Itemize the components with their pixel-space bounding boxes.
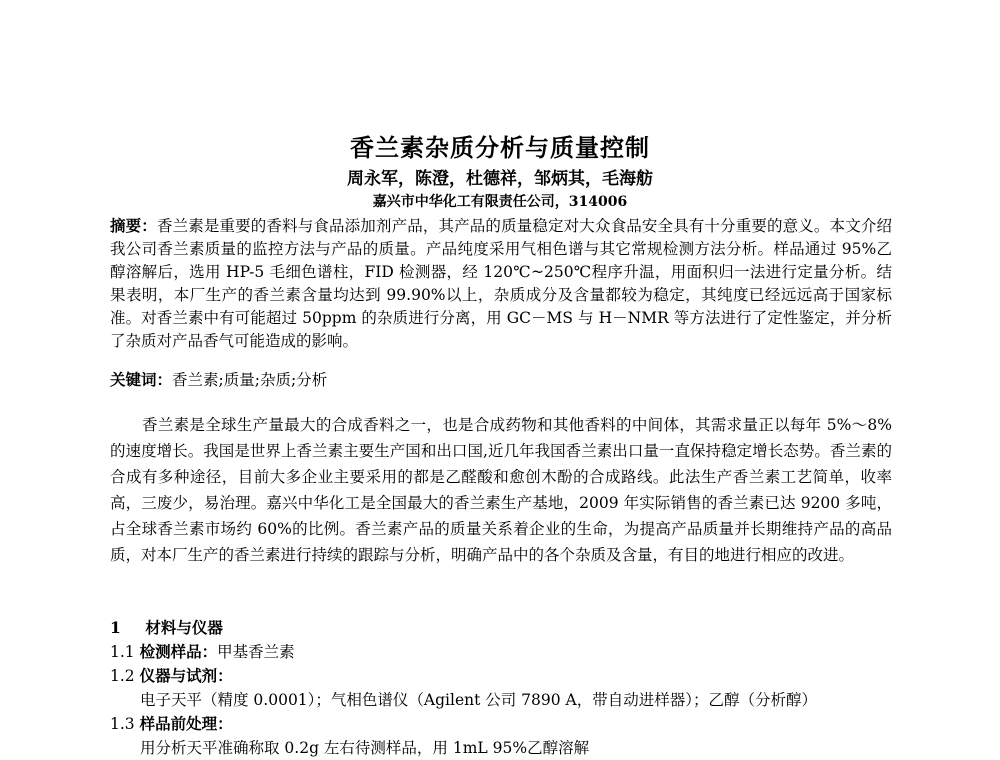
- paper-title: 香兰素杂质分析与质量控制: [350, 134, 650, 162]
- section-title: 材料与仪器: [145, 618, 223, 637]
- keywords-text: 香兰素;质量;杂质;分析: [172, 371, 328, 389]
- abstract: [110, 214, 892, 353]
- intro-paragraph: 香兰素是全球生产量最大的合成香料之一，也是合成药物和其他香料的中间体，其需求量正以每年 5%～8%的速度增长。我国是世界上香兰素主要生产国和出口国,近几年我国香兰素出口量一直保持稳定增长态势。香兰素的合成有多种途径，目前大多企业主要采用的都是乙醛酸和愈创木酚的合成路线。此法生产香兰素工艺简单，收率高，三废少，易治理。嘉兴中华化工是全国最大的香兰素生产基地，2009 年实际销售的香兰素已达 9200 多吨，占全球香兰素市场约 60%的比例。香兰素产品的质量关系着企业的生命，为提高产品质量并长期维持产品的高品质，对本厂生产的香兰素进行持续的跟踪与分析，明确产品中的各个杂质及含量，有目的地进行相应的改进。: [110, 416, 892, 564]
- section-1-3: [110, 712, 892, 736]
- section-number: 1: [110, 618, 121, 637]
- keywords-label: 关键词：: [110, 370, 173, 389]
- section-label: 样品前处理：: [139, 714, 233, 733]
- section-label: 检测样品：: [139, 642, 218, 661]
- section-1-heading: [110, 616, 892, 640]
- author-list: 周永军，陈澄，杜德祥，邹炳其，毛海舫: [347, 169, 653, 189]
- section-1-2: [110, 664, 892, 688]
- section-1-1: [110, 640, 892, 664]
- keywords: [110, 368, 892, 392]
- section-text: 甲基香兰素: [217, 643, 295, 661]
- section-number: 1.2: [110, 667, 135, 685]
- section-1-3-content: 用分析天平准确称取 0.2g 左右待测样品，用 1mL 95%乙醇溶解: [140, 739, 590, 757]
- affiliation: 嘉兴市中华化工有限责任公司，314006: [372, 194, 628, 210]
- section-label: 仪器与试剂：: [139, 666, 233, 685]
- abstract-label: 摘要：: [110, 216, 157, 235]
- abstract-text: 香兰素是重要的香料与食品添加剂产品，其产品的质量稳定对大众食品安全具有十分重要的意义。本文介绍我公司香兰素质量的监控方法与产品的质量。产品纯度采用气相色谱与其它常规检测方法分析。样品通过 95%乙醇溶解后，选用 HP-5 毛细色谱柱，FID 检测器，经 120℃~250℃程序升温，用面积归一法进行定量分析。结果表明，本厂生产的香兰素含量均达到 99.90%以上，杂质成分及含量都较为稳定，其纯度已经远远高于国家标准。对香兰素中有可能超过 50ppm 的杂质进行分离，用 GC－MS 与 H－NMR 等方法进行了定性鉴定，并分析了杂质对产品香气可能造成的影响。: [110, 217, 892, 350]
- section-number: 1.1: [110, 643, 135, 661]
- section-number: 1.3: [110, 715, 135, 733]
- section-1-2-content: 电子天平（精度 0.0001）；气相色谱仪（Agilent 公司 7890 A，带自动进样器）；乙醇（分析醇）: [140, 691, 817, 709]
